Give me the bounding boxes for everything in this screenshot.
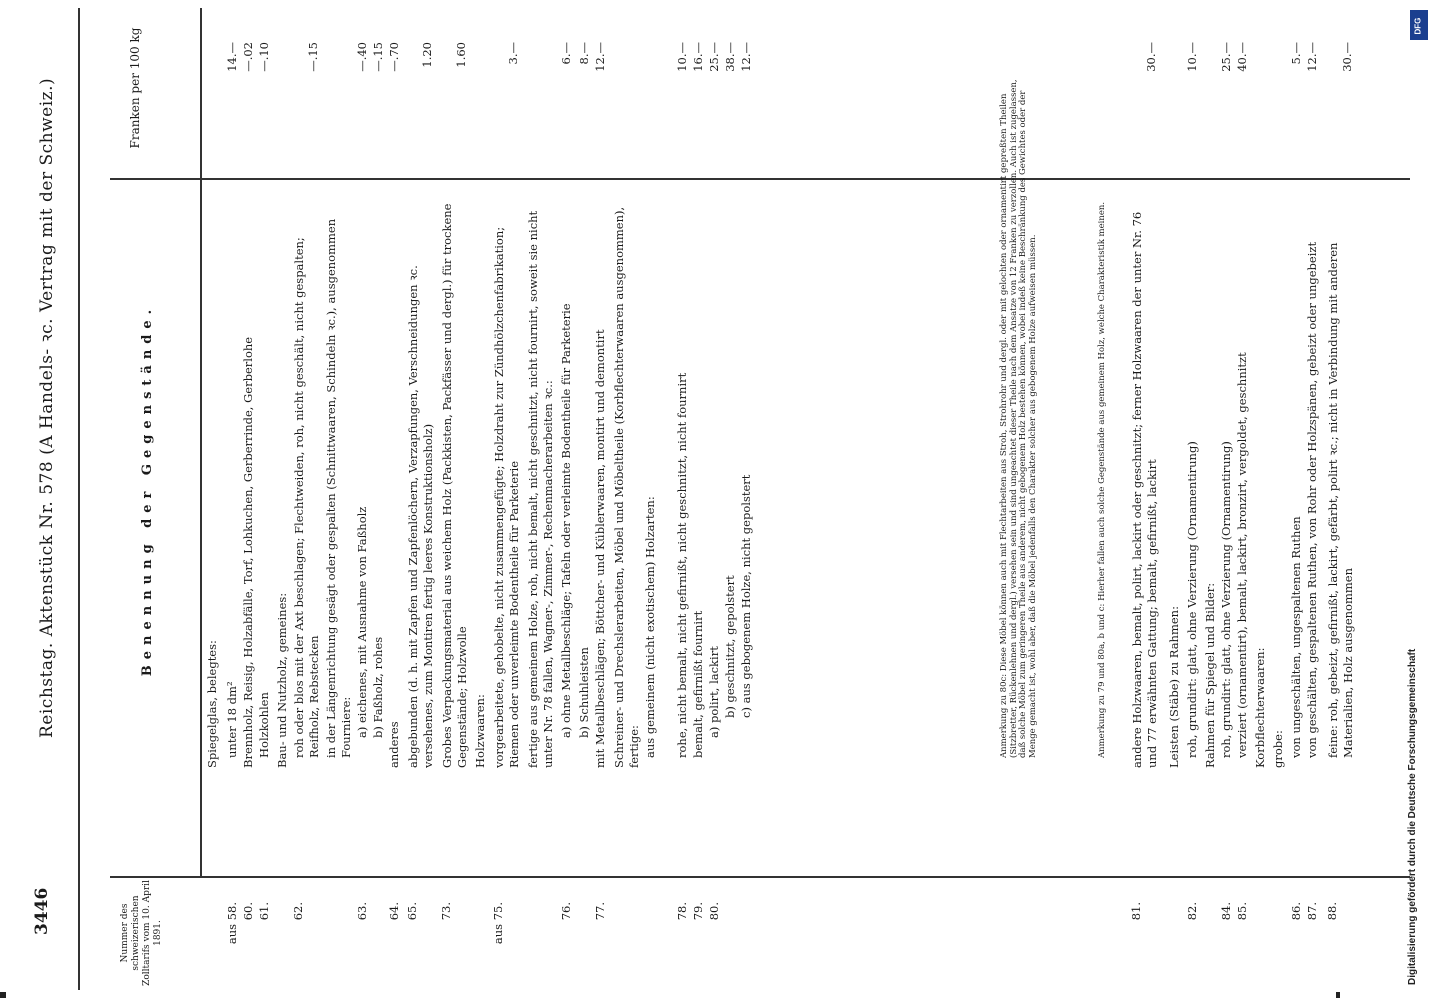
item-description: Bau- und Nutzholz, gemeines: [275,592,289,768]
dfg-logo [1410,10,1428,40]
item-description: fertige aus gemeinem Holze, roh, nicht bemalt, nicht geschnitzt, nicht fournirt, soweit sie nicht unter Nr. 78 fallen, Wagner-, Zimmer-, Rechenmacherarbeiten ꝛc.: [526,210,555,768]
tariff-number: 60. [241,902,255,921]
item-description: a) eichenes, mit Ausnahme von Faßholz [355,506,369,738]
item-description: andere Holzwaaren, bemalt, polirt, lackirt oder geschnitzt; ferner Holzwaaren der unter Nr. 76 und 77 erwähnten Gattung; bemalt, gefirnißt, lackirt [1130,211,1159,768]
annotation-79-80: Anmerkung zu 79 und 80a, b und c: Hierher fallen auch solche Gegenstände aus gemeinem Holz, welche Charakteristik meinen. [1097,201,1107,758]
tariff-number: 87. [1305,902,1319,921]
side-margin [1372,20,1392,970]
rate-value: 1.60 [454,42,468,68]
item-description: Brennholz, Reisig, Holzabfälle, Torf, Lohkuchen, Gerberrinde, Gerberlohe [241,336,255,768]
tariff-number: 88. [1325,902,1339,921]
header-title: Reichstag. Aktenstück Nr. 578 (A Handels- ꝛc. Vertrag mit der Schweiz.) [37,77,57,738]
item-description: mit Metallbeschlägen; Böttcher- und Küblerwaaren, montirt und demontirt [593,329,607,768]
rate-value: 38.— [723,42,737,72]
item-description: von geschälten, gespaltenen Ruthen, von Rohr oder Holzspänen, gebeizt oder ungebeizt [1305,241,1319,758]
tariff-number: 82. [1185,902,1199,921]
item-description: a) polirt, lackirt [707,646,721,738]
item-description: roh, grundirt: glatt, ohne Verzierung (Ornamentirung) [1185,441,1199,758]
item-description: b) Faßholz, rohes [371,636,385,738]
item-description: anderes [387,721,401,768]
tariff-number: 61. [257,902,271,921]
item-description: c) aus gebogenem Holze, nicht gepolstert [739,474,753,718]
tariff-number: 80. [707,902,721,921]
rate-value: 5.— [1289,42,1303,65]
item-description: rohe, nicht bemalt, nicht gefirnißt, nicht geschnitzt, nicht fournirt [675,372,689,758]
rate-value: —.40 [355,42,369,72]
item-description: a) ohne Metallbeschläge; Tafeln oder verleimte Bodentheile für Parketerie [559,303,573,738]
funding-notice: Digitalisierung gefördert durch die Deutsche Forschungsgemeinschaft [1407,648,1418,985]
rate-value: —.70 [387,42,401,72]
header-rule [78,8,80,990]
rate-value: —.15 [306,42,320,72]
item-description: Spiegelglas, belegtes: [205,640,219,768]
rate-value: 12.— [739,42,753,72]
tariff-number: aus 75. [491,902,505,945]
item-description: Leisten (Stäbe) zu Rahmen: [1167,606,1181,768]
dfg-logo-text: DFG [1413,17,1423,35]
tariff-number: 76. [559,902,573,921]
item-description: Grobes Verpackungsmaterial aus weichem Holz (Packkisten, Packfässer und dergl.) für trockene Gegenstände; Holzwolle [440,203,469,768]
tariff-number: 78. [675,902,689,921]
item-description: roh oder blos mit der Axt beschlagen; Flechtweiden, roh, nicht geschält, nicht gespalten; Reifholz, Rebstecken [292,237,321,758]
rate-value: 30.— [1144,42,1158,72]
rate-value: 25.— [707,42,721,72]
item-description: unter 18 dm² [225,681,239,758]
item-description: abgebunden (d. h. mit Zapfen und Zapfenlöchern, Verzapfungen, Verschneidungen ꝛc. versehenes, zum Montiren fertig leeres Konstruktionsholz) [406,265,435,768]
scan-mark [1336,992,1340,998]
rate-value: 12.— [1305,42,1319,72]
item-description: Holzwaaren: [473,694,487,768]
item-description: Rahmen für Spiegel und Bilder: [1203,582,1217,768]
column-rule-right [110,178,1410,180]
rate-value: 8.— [577,42,591,65]
rate-value: 30.— [1340,42,1354,72]
column-header-number: Nummer des schweizerischen Zolltarifs vom 10. April 1891. [120,880,163,986]
rate-value: —.02 [241,42,255,72]
item-description: Holzkohlen [257,692,271,758]
item-description: b) Schuhleisten [577,647,591,738]
rate-value: 3.— [506,42,520,65]
item-description: b) geschnitzt, gepolstert [723,575,737,718]
rate-value: 14.— [225,42,239,72]
page-number: 3446 [32,887,52,935]
tariff-number: 65. [405,902,419,921]
tariff-number: 84. [1219,902,1233,921]
tariff-number: 85. [1235,902,1249,921]
item-description: Schreiner- und Drechslerarbeiten, Möbel und Möbeltheile (Korbflechterwaaren ausgenommen), fertige: [612,206,641,768]
item-description: aus gemeinem (nicht exotischem) Holzarten: [643,496,657,758]
column-header-rate: Franken per 100 kg [128,27,142,149]
rate-value: 40.— [1235,42,1249,72]
item-description: verziert (ornamentirt), bemalt, lackirt, bronzirt, vergoldet, geschnitzt [1235,352,1249,758]
tariff-number: aus 58. [225,902,239,945]
tariff-number: 79. [691,902,705,921]
column-head-rule [200,8,202,878]
rate-value: —.15 [371,42,385,72]
rate-value: 16.— [691,42,705,72]
tariff-number: 81. [1129,902,1143,921]
rate-value: 10.— [675,42,689,72]
item-description: roh, grundirt: glatt, ohne Verzierung (Ornamentirung) [1219,441,1233,758]
column-rule-left [110,876,1410,878]
tariff-number: 77. [593,902,607,921]
tariff-number: 62. [291,902,305,921]
item-description: von ungeschälten, ungespaltenen Ruthen [1289,516,1303,758]
rate-value: 10.— [1185,42,1199,72]
rate-value: 12.— [593,42,607,72]
rate-value: —.10 [257,42,271,72]
tariff-number: 73. [439,902,453,921]
page-header [0,0,80,1000]
item-description: grobe: [1271,730,1285,768]
item-description: in der Längenrichtung gesägt oder gespalten (Schnittwaaren, Schindeln ꝛc.), ausgenommen Fourniere: [324,218,353,758]
item-description: bemalt, gefirnißt fournirt [691,610,705,758]
item-description: Korbflechterwaaren: [1253,647,1267,768]
rate-value: 1.20 [420,42,434,68]
annotation-80c: Anmerkung zu 80c: Diese Möbel können auch mit Flechtarbeiten aus Stroh, Strohrohr und dergl. oder mit gelochten oder ornamentirt gepreßten Theilen (Sitzbretter, Rückenlehnen und dergl.) versehen sein und sind ungeachtet dieser Theile nach dem Ansatze von 12 Franken zu verzollen. Auch ist zugelassen, daß solche Möbel zum geringeren Theile aus anderem, nicht gebogenem Holz bestehen können, wobei indeß keine Beschränkung des Gewichtes oder der Menge gemacht ist, wohl aber, daß die Möbel jedenfalls den Charakter solcher aus gebogenem Holze aufweisen müssen. [999,79,1038,758]
scan-mark [0,992,6,998]
item-description: feine: roh, gebeizt, gefirnißt, lackirt, gefärbt, polirt ꝛc.; nicht in Verbindung mit anderen Materialien, Holz ausgenommen [1326,242,1355,758]
rate-value: 25.— [1219,42,1233,72]
item-description: vorgearbeitete, gehobelte, nicht zusammengefügte; Holzdraht zur Zündhölzchenfabrikation; Riemen oder unverleimte Bodentheile für Parketerie [492,226,521,768]
rate-value: 6.— [559,42,573,65]
tariff-number: 64. [387,902,401,921]
tariff-number: 86. [1289,902,1303,921]
tariff-number: 63. [355,902,369,921]
column-header-description: Benennung der Gegenstände. [140,303,155,677]
